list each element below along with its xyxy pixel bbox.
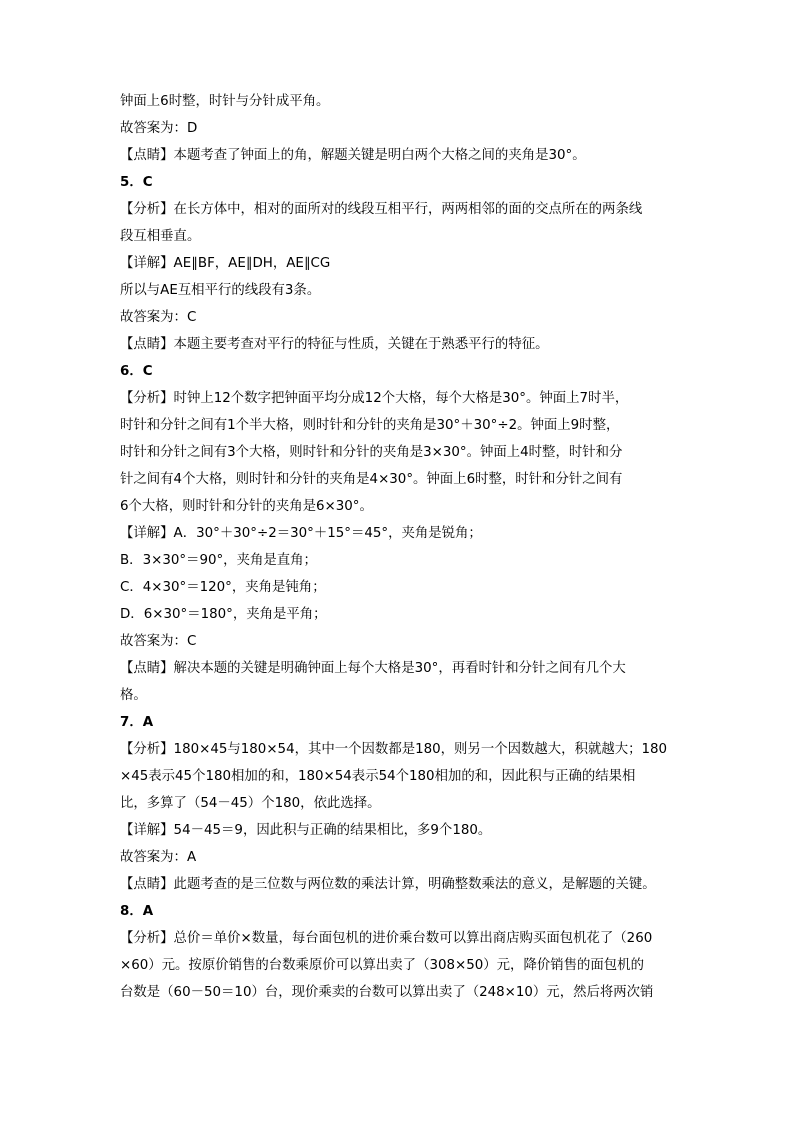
- text-line: B．3×30°＝90°，夹角是直角；: [120, 553, 317, 568]
- text-line: 【详解】A．30°＋30°÷2＝30°＋15°＝45°，夹角是锐角；: [120, 526, 482, 541]
- text-line: 【点睛】解决本题的关键是明确钟面上每个大格是30°，再看时针和分针之间有几个大: [120, 661, 626, 676]
- text-line: 故答案为：A: [120, 850, 197, 865]
- text-line: 钟面上6时整，时针与分针成平角。: [120, 94, 330, 109]
- text-line: 时针和分针之间有1个半大格，则时针和分针的夹角是30°＋30°÷2。钟面上9时整，: [120, 418, 620, 433]
- text-line: 【分析】时钟上12个数字把钟面平均分成12个大格，每个大格是30°。钟面上7时半，: [120, 391, 629, 406]
- text-line: 6个大格，则时针和分针的夹角是6×30°。: [120, 499, 373, 514]
- text-line: 时针和分针之间有3个大格，则时针和分针的夹角是3×30°。钟面上4时整，时针和分: [120, 445, 623, 460]
- text-line: 故答案为：C: [120, 634, 197, 649]
- text-line: 【点睛】此题考查的是三位数与两位数的乘法计算，明确整数乘法的意义，是解题的关键。: [120, 877, 656, 892]
- question-number: 7．A: [120, 715, 154, 730]
- text-line: D．6×30°＝180°，夹角是平角；: [120, 607, 327, 622]
- text-line: 【详解】54－45＝9，因此积与正确的结果相比，多9个180。: [120, 823, 492, 838]
- question-number: 5．C: [120, 175, 153, 190]
- text-line: 段互相垂直。: [120, 229, 201, 244]
- text-line: 针之间有4个大格，则时针和分针的夹角是4×30°。钟面上6时整，时针和分针之间有: [120, 472, 623, 487]
- text-line: 格。: [120, 688, 147, 703]
- text-line: ×45表示45个180相加的和，180×54表示54个180相加的和，因此积与正确的结果相: [120, 769, 636, 784]
- text-line: 【分析】总价＝单价×数量，每台面包机的进价乘台数可以算出商店购买面包机花了（260: [120, 931, 653, 946]
- text-line: 故答案为：C: [120, 310, 197, 325]
- text-line: 比，多算了（54－45）个180，依此选择。: [120, 796, 381, 811]
- text-line: 【详解】AE∥BF，AE∥DH，AE∥CG: [120, 256, 331, 271]
- text-line: 台数是（60－50＝10）台，现价乘卖的台数可以算出卖了（248×10）元，然后将两次销: [120, 985, 654, 1000]
- question-number: 6．C: [120, 364, 153, 379]
- text-line: C．4×30°＝120°，夹角是钝角；: [120, 580, 326, 595]
- text-line: ×60）元。按原价销售的台数乘原价可以算出卖了（308×50）元，降价销售的面包机的: [120, 958, 644, 973]
- text-line: 故答案为：D: [120, 121, 198, 136]
- text-line: 【分析】在长方体中，相对的面所对的线段互相平行，两两相邻的面的交点所在的两条线: [120, 202, 643, 217]
- text-line: 【分析】180×45与180×54，其中一个因数都是180，则另一个因数越大，积就越大；180: [120, 742, 668, 757]
- text-line: 【点睛】本题主要考查对平行的特征与性质，关键在于熟悉平行的特征。: [120, 337, 549, 352]
- question-number: 8．A: [120, 904, 154, 919]
- text-line: 【点睛】本题考查了钟面上的角，解题关键是明白两个大格之间的夹角是30°。: [120, 148, 586, 163]
- text-line: 所以与AE互相平行的线段有3条。: [120, 283, 321, 298]
